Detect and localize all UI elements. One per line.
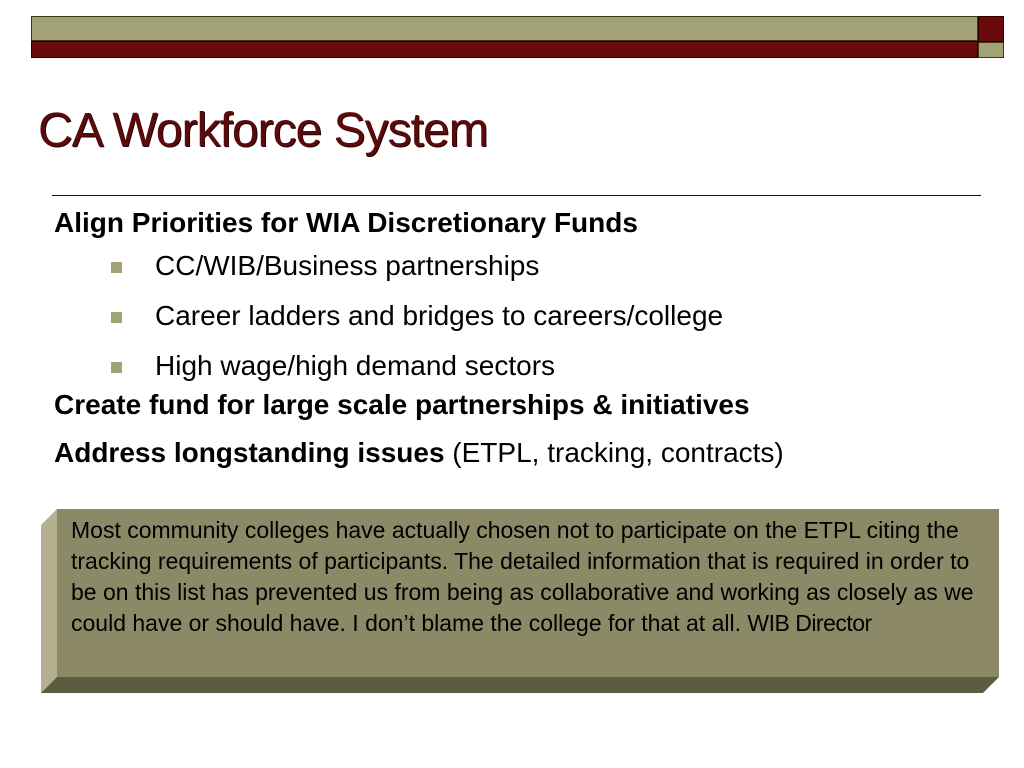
heading-align-priorities [54,205,974,241]
heading-create-fund-text: Create fund for large scale partnerships & initiatives [54,389,750,420]
header-banner [31,16,978,58]
quote-callout [41,509,999,693]
quote-text [71,515,991,639]
banner-olive-bar [31,16,978,41]
square-bullet-icon [111,262,122,273]
banner-corner-olive-square [978,42,1004,58]
list-item [54,241,974,291]
banner-maroon-bar [31,41,978,58]
heading-address-issues-detail: (ETPL, tracking, contracts) [444,437,784,468]
list-item [54,341,974,391]
banner-corner-maroon-square [978,16,1004,42]
bullet-text: CC/WIB/Business partnerships [155,250,540,281]
heading-align-priorities-text: Align Priorities for WIA Discretionary Funds [54,207,638,238]
quote-body: Most community colleges have actually chosen not to participate on the ETPL citing the tracking requirements of participants. The detailed information that is required in order to be on this list has prevented us from being as collaborative and working as closely as we could have or should have. I don’t blame the college for that at all. [71,517,974,636]
slide-title: CA Workforce System [38,104,488,157]
bullet-text: High wage/high demand sectors [155,350,556,381]
heading-address-issues-bold: Address longstanding issues [54,437,445,468]
bullet-text: Career ladders and bridges to careers/college [155,300,724,331]
title-divider [52,195,981,196]
list-item [54,291,974,341]
square-bullet-icon [111,362,122,373]
square-bullet-icon [111,312,122,323]
heading-address-issues [54,435,974,471]
heading-create-fund [54,387,974,423]
slide-body [54,205,974,471]
bullet-list [54,241,974,391]
quote-attribution: WIB Director [747,610,872,636]
